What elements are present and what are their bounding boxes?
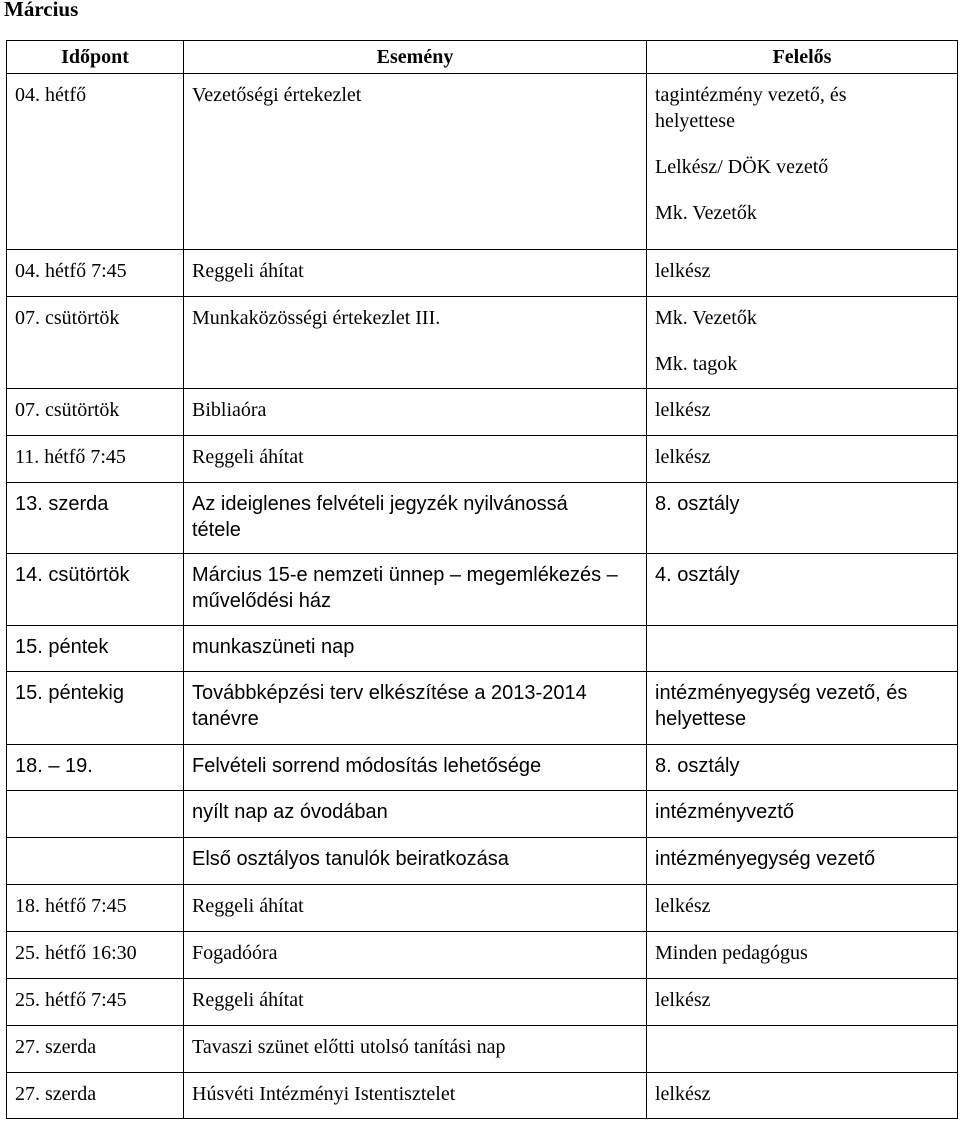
event-cell: nyílt nap az óvodában: [184, 791, 647, 838]
table-row: [7, 791, 958, 838]
table-row: [7, 297, 958, 389]
event-cell: Továbbképzési terv elkészítése a 2013-2014 tanévre: [184, 672, 647, 745]
event-cell: Fogadóóra: [184, 932, 647, 979]
date-cell: 15. péntek: [7, 626, 184, 672]
table-row: [7, 626, 958, 672]
date-cell: [7, 838, 184, 885]
date-cell: 25. hétfő 16:30: [7, 932, 184, 979]
table-row: [7, 74, 958, 250]
date-cell: 07. csütörtök: [7, 297, 184, 389]
responsible-cell: [647, 1026, 958, 1073]
event-cell: Bibliaóra: [184, 389, 647, 436]
event-cell: Felvételi sorrend módosítás lehetősége: [184, 745, 647, 791]
table-row: [7, 672, 958, 745]
date-cell: 07. csütörtök: [7, 389, 184, 436]
table-row: [7, 932, 958, 979]
date-cell: 25. hétfő 7:45: [7, 979, 184, 1026]
date-cell: 11. hétfő 7:45: [7, 436, 184, 483]
event-cell: Vezetőségi értekezlet: [184, 74, 647, 250]
date-cell: 04. hétfő: [7, 74, 184, 250]
event-cell: munkaszüneti nap: [184, 626, 647, 672]
header-responsible: Felelős: [647, 41, 958, 74]
event-cell: Húsvéti Intézményi Istentisztelet: [184, 1073, 647, 1119]
page-title: Március: [4, 0, 79, 21]
date-cell: [7, 791, 184, 838]
responsible-cell: intézményegység vezető: [647, 838, 958, 885]
responsible-cell: lelkész: [647, 250, 958, 297]
table-row: [7, 979, 958, 1026]
table-row: [7, 885, 958, 932]
event-cell: Reggeli áhítat: [184, 979, 647, 1026]
responsible-cell: intézményveztő: [647, 791, 958, 838]
table-row: [7, 1073, 958, 1119]
table-row: [7, 436, 958, 483]
responsible-cell: tagintézmény vezető, és helyettese Lelkész/ DÖK vezető Mk. Vezetők: [647, 74, 958, 250]
event-cell: Reggeli áhítat: [184, 436, 647, 483]
responsible-cell: lelkész: [647, 979, 958, 1026]
responsible-cell: lelkész: [647, 1073, 958, 1119]
responsible-cell: [647, 626, 958, 672]
responsible-cell: lelkész: [647, 436, 958, 483]
event-cell: Tavaszi szünet előtti utolsó tanítási nap: [184, 1026, 647, 1073]
event-cell: Az ideiglenes felvételi jegyzék nyilvánossá tétele: [184, 483, 647, 554]
table-row: [7, 745, 958, 791]
responsible-cell: lelkész: [647, 885, 958, 932]
event-cell: Reggeli áhítat: [184, 250, 647, 297]
header-date: Időpont: [7, 41, 184, 74]
event-cell: Első osztályos tanulók beiratkozása: [184, 838, 647, 885]
header-event: Esemény: [184, 41, 647, 74]
schedule-table: [6, 40, 958, 1119]
date-cell: 18. – 19.: [7, 745, 184, 791]
table-row: [7, 389, 958, 436]
date-cell: 13. szerda: [7, 483, 184, 554]
responsible-cell: 8. osztály: [647, 745, 958, 791]
table-row: [7, 250, 958, 297]
responsible-cell: 4. osztály: [647, 554, 958, 626]
responsible-cell: lelkész: [647, 389, 958, 436]
date-cell: 27. szerda: [7, 1073, 184, 1119]
responsible-cell: Minden pedagógus: [647, 932, 958, 979]
event-cell: Munkaközösségi értekezlet III.: [184, 297, 647, 389]
date-cell: 04. hétfő 7:45: [7, 250, 184, 297]
responsible-cell: 8. osztály: [647, 483, 958, 554]
responsible-cell: Mk. Vezetők Mk. tagok: [647, 297, 958, 389]
table-row: [7, 838, 958, 885]
table-row: [7, 1026, 958, 1073]
date-cell: 18. hétfő 7:45: [7, 885, 184, 932]
table-row: [7, 554, 958, 626]
date-cell: 15. péntekig: [7, 672, 184, 745]
table-row: [7, 483, 958, 554]
table-header-row: [7, 41, 958, 74]
date-cell: 14. csütörtök: [7, 554, 184, 626]
date-cell: 27. szerda: [7, 1026, 184, 1073]
responsible-cell: intézményegység vezető, és helyettese: [647, 672, 958, 745]
event-cell: Reggeli áhítat: [184, 885, 647, 932]
event-cell: Március 15-e nemzeti ünnep – megemlékezés – művelődési ház: [184, 554, 647, 626]
